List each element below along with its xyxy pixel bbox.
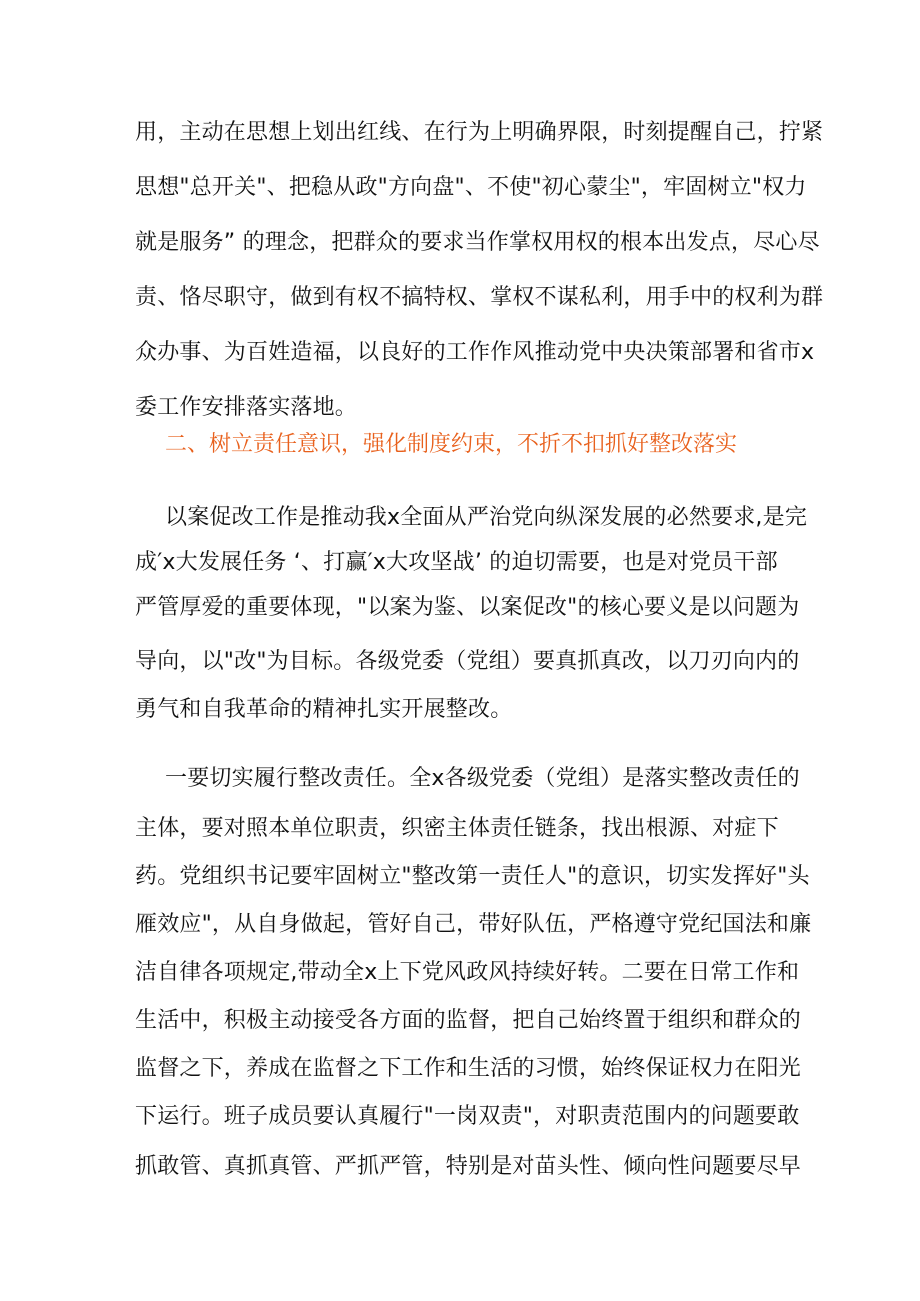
paragraph-line: 主体，要对照本单位职责，织密主体责任链条，找出根源、对症下 <box>135 816 779 841</box>
paragraph-line: 一要切实履行整改责任。全x各级党委（党组）是落实整改责任的 <box>165 766 800 791</box>
paragraph-line: 勇气和自我革命的精神扎实开展整改。 <box>135 697 513 722</box>
paragraph-line: 抓敢管、真抓真管、严抓严管，特别是对苗头性、倾向性问题要尽早 <box>135 1154 802 1179</box>
paragraph-line: 导向，以"改"为目标。各级党委（党组）要真抓真改，以刀刃向内的 <box>135 649 800 674</box>
section-heading: 二、树立责任意识，强化制度约束，不折不扣抓好整改落实 <box>165 432 738 457</box>
paragraph-line: 众办事、为百姓造福，以良好的工作作风推动党中央决策部署和省市x <box>135 340 815 365</box>
paragraph-line: 严管厚爱的重要体现，"以案为鉴、以案促改"的核心要义是以问题为 <box>135 595 800 620</box>
paragraph-line: 药。党组织书记要牢固树立"整改第一责任人"的意识，切实发挥好"头 <box>135 864 810 889</box>
paragraph-line: 监督之下，养成在监督之下工作和生活的习惯，始终保证权力在阳光 <box>135 1056 802 1081</box>
paragraph-line: 用，主动在思想上划出红线、在行为上明确界限，时刻提醒自己，拧紧 <box>135 120 824 145</box>
paragraph-line: 雁效应"，从自身做起，管好自己，带好队伍，严格遵守党纪国法和廉 <box>135 912 812 937</box>
paragraph-line: 责、恪尽职守，做到有权不搞特权、掌权不谋私利，用手中的权利为群 <box>135 285 824 310</box>
paragraph-line: 委工作安排落实落地。 <box>135 395 358 420</box>
paragraph-line: 以案促改工作是推动我x全面从严治党向纵深发展的必然要求,是完 <box>165 505 808 530</box>
paragraph-line: 思想"总开关"、把稳从政"方向盘"、不使"初心蒙尘"，牢固树立"权力 <box>135 175 807 200</box>
paragraph-line: 下运行。班子成员要认真履行"一岗双责"，对职责范围内的问题要敢 <box>135 1104 800 1129</box>
paragraph-line: 洁自律各项规定,带动全x上下党风政风持续好转。二要在日常工作和 <box>135 960 800 985</box>
paragraph-line: 成′x大发展任务 ‘、打赢′x大攻坚战’ 的迫切需要，也是对党员干部 <box>135 550 778 575</box>
paragraph-line: 生活中，积极主动接受各方面的监督，把自己始终置于组织和群众的 <box>135 1008 802 1033</box>
paragraph-line: 就是服务” 的理念，把群众的要求当作掌权用权的根本出发点，尽心尽 <box>135 230 820 255</box>
